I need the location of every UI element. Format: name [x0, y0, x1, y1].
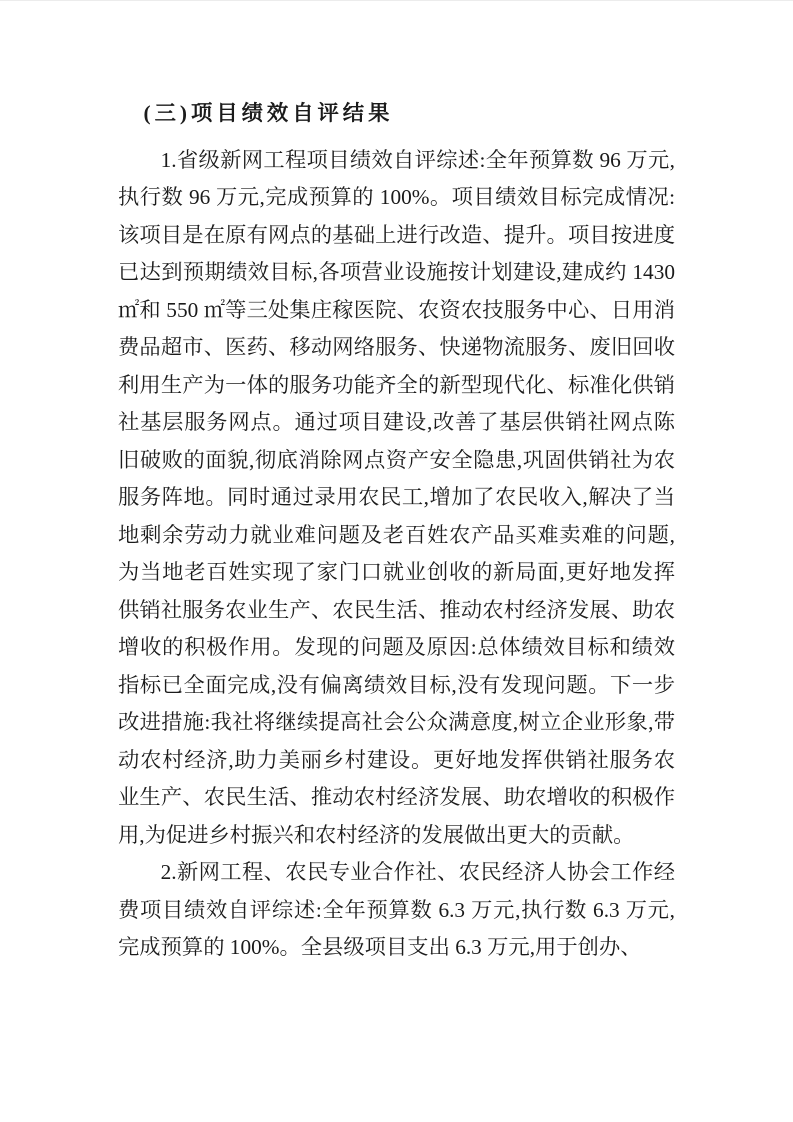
section-heading: (三)项目绩效自评结果 — [143, 101, 394, 125]
paragraph-project-2-self-evaluation: 2.新网工程、农民专业合作社、农民经济人协会工作经费项目绩效自评综述:全年预算数 6.3 万元,执行数 6.3 万元,完成预算的 100%。全县级项目支出 6.3 万元,用于创办、 — [118, 860, 675, 959]
paragraph-project-1-self-evaluation: 1.省级新网工程项目绩效自评综述:全年预算数 96 万元,执行数 96 万元,完成预算的 100%。项目绩效目标完成情况:该项目是在原有网点的基础上进行改造、提升。项目按进度已达到预期绩效目标,各项营业设施按计划建设,建成约 1430 ㎡和 550 ㎡等三处集庄稼医院、农资农技服务中心、日用消费品超市、医药、移动网络服务、快递物流服务、废旧回收利用生产为一体的服务功能齐全的新型现代化、标准化供销社基层服务网点。通过项目建设,改善了基层供销社网点陈旧破败的面貌,彻底消除网点资产安全隐患,巩固供销社为农服务阵地。同时通过录用农民工,增加了农民收入,解决了当地剩余劳动力就业难问题及老百姓农产品买难卖难的问题,为当地老百姓实现了家门口就业创收的新局面,更好地发挥供销社服务农业生产、农民生活、推动农村经济发展、助农增收的积极作用。发现的问题及原因:总体绩效目标和绩效指标已全面完成,没有偏离绩效目标,没有发现问题。下一步改进措施:我社将继续提高社会公众满意度,树立企业形象,带动农村经济,助力美丽乡村建设。更好地发挥供销社服务农业生产、农民生活、推动农村经济发展、助农增收的积极作用,为促进乡村振兴和农村经济的发展做出更大的贡献。 — [118, 147, 675, 847]
